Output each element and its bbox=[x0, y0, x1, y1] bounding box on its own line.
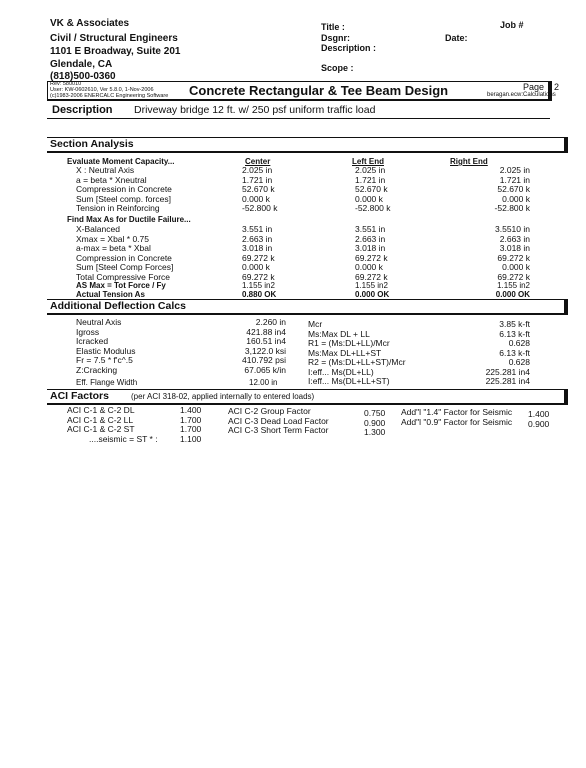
row-label: X-Balanced bbox=[76, 224, 120, 234]
value: 0.000 k bbox=[355, 262, 383, 272]
aci-heading: ACI Factors bbox=[50, 390, 109, 402]
aci-col1-labels bbox=[67, 406, 158, 444]
value: 69.272 k bbox=[497, 252, 530, 263]
dsgnr-label: Dsgnr: bbox=[321, 33, 350, 43]
row-label: Tension in Reinforcing bbox=[76, 203, 160, 213]
value: 1.721 in bbox=[499, 174, 530, 185]
page-label: Page bbox=[523, 82, 545, 92]
value: 1.100 bbox=[180, 433, 202, 444]
row-label: ....seismic = ST * : bbox=[89, 433, 158, 444]
row-label: a-max = beta * Xbal bbox=[76, 243, 151, 253]
deflection-right-values bbox=[462, 320, 530, 387]
moment-left-values bbox=[355, 166, 390, 214]
aci-col2-values bbox=[364, 409, 385, 438]
value: 2.025 in bbox=[242, 165, 273, 175]
actual-left: 0.000 OK bbox=[355, 290, 390, 299]
deflection-left-values bbox=[218, 318, 286, 375]
deflection-heading: Additional Deflection Calcs bbox=[50, 300, 186, 312]
row-label: I:eff... Ms(DL+LL) bbox=[308, 366, 374, 377]
moment-right-values bbox=[458, 166, 530, 214]
row-label: Sum [Steel Comp Forces] bbox=[76, 262, 174, 272]
value: 3,122.0 ksi bbox=[244, 345, 286, 356]
col-center-header: Center bbox=[245, 157, 271, 166]
banner-title: Concrete Rectangular & Tee Beam Design bbox=[189, 83, 449, 98]
value: 3.5510 in bbox=[495, 224, 530, 234]
banner-user: User: KW-0602610, Ver 5.8.0, 1-Nov-2006 bbox=[50, 87, 154, 93]
row-label: ACI C-3 Dead Load Factor bbox=[228, 415, 329, 426]
job-label: Job # bbox=[500, 20, 524, 30]
as-max-center: 1.155 in2 bbox=[242, 281, 275, 290]
value: 0.750 bbox=[364, 408, 386, 418]
value: 69.272 k bbox=[355, 252, 388, 263]
row-label: Add"l "0.9" Factor for Seismic bbox=[401, 416, 513, 427]
banner-rev: Rev: 580010 bbox=[50, 81, 82, 87]
row-label: Igross bbox=[76, 326, 100, 337]
row-label: R2 = (Ms:DL+LL+ST)/Mcr bbox=[308, 357, 406, 367]
banner-file: beragan.ecw:Calculations bbox=[487, 92, 556, 98]
aci-col3-values bbox=[528, 410, 549, 429]
value: -52.800 k bbox=[355, 203, 391, 213]
value: 52.670 k bbox=[242, 184, 275, 194]
row-label: a = beta * Xneutral bbox=[76, 174, 147, 185]
col-right-header: Right End bbox=[450, 157, 488, 166]
divider bbox=[47, 118, 550, 119]
row-label: Add"l "1.4" Factor for Seismic bbox=[401, 407, 513, 417]
evaluate-label: Evaluate Moment Capacity... bbox=[67, 157, 175, 166]
value: 69.272 k bbox=[355, 271, 388, 282]
as-max-right: 1.155 in2 bbox=[497, 281, 530, 290]
moment-row-labels bbox=[76, 166, 172, 214]
value: 0.000 k bbox=[242, 193, 270, 204]
value: 3.85 k-ft bbox=[499, 319, 530, 329]
as-max-label: AS Max = Tot Force / Fy bbox=[76, 281, 166, 290]
moment-center-values bbox=[242, 166, 277, 214]
row-label: Ms:Max DL+LL+ST bbox=[308, 347, 382, 358]
value: 160.51 in4 bbox=[246, 336, 286, 346]
row-label: Total Compressive Force bbox=[76, 271, 171, 282]
deflection-right-labels bbox=[308, 320, 406, 387]
section-analysis-heading: Section Analysis bbox=[50, 138, 134, 150]
value: 1.400 bbox=[528, 409, 550, 419]
aci-col2-labels bbox=[228, 407, 329, 436]
actual-right: 0.000 OK bbox=[495, 290, 530, 299]
value: -52.800 k bbox=[494, 203, 530, 213]
value: 2.663 in bbox=[355, 233, 386, 244]
row-label: ACI C-1 & C-2 ST bbox=[67, 424, 135, 434]
deflection-left-labels bbox=[76, 318, 136, 375]
row-label: Sum [Steel comp. forces] bbox=[76, 193, 171, 204]
ductile-center-values bbox=[242, 225, 275, 282]
row-label: R1 = (Ms:DL+LL)/Mcr bbox=[308, 338, 390, 348]
date-label: Date: bbox=[445, 33, 468, 43]
value: 67.065 k/in bbox=[244, 364, 286, 375]
ductile-left-values bbox=[355, 225, 388, 282]
firm-subtitle: Civil / Structural Engineers bbox=[50, 33, 178, 44]
find-max-label: Find Max As for Ductile Failure... bbox=[67, 215, 191, 224]
value: 0.000 k bbox=[355, 193, 383, 204]
actual-center: 0.880 OK bbox=[242, 290, 277, 299]
value: 6.13 k-ft bbox=[499, 347, 530, 358]
aci-note: (per ACI 318-02, applied internally to entered loads) bbox=[131, 392, 315, 401]
ductile-row-labels bbox=[76, 225, 173, 282]
value: 225.281 in4 bbox=[485, 366, 530, 377]
value: 1.700 bbox=[180, 424, 202, 434]
value: 69.272 k bbox=[242, 252, 275, 263]
value: 3.018 in bbox=[242, 243, 273, 253]
value: 0.628 bbox=[508, 357, 530, 367]
description-text: Driveway bridge 12 ft. w/ 250 psf uniform traffic load bbox=[134, 104, 376, 116]
row-label: Icracked bbox=[76, 336, 109, 346]
actual-tension-label: Actual Tension As bbox=[76, 290, 145, 299]
firm-address2: Glendale, CA bbox=[50, 59, 113, 70]
row-label: ACI C-1 & C-2 DL bbox=[67, 405, 135, 415]
value: 410.792 psi bbox=[242, 355, 286, 365]
value: 2.663 in bbox=[242, 233, 273, 244]
value: 421.88 in4 bbox=[246, 326, 286, 337]
row-label: Fr = 7.5 * f'c^.5 bbox=[76, 355, 133, 365]
description-label: Description bbox=[52, 104, 113, 116]
flange-width-value: 12.00 in bbox=[249, 378, 278, 387]
value: 0.900 bbox=[364, 417, 386, 428]
row-label: Elastic Modulus bbox=[76, 345, 136, 356]
value: 3.551 in bbox=[355, 224, 386, 234]
aci-col3-labels bbox=[401, 408, 512, 427]
value: 3.018 in bbox=[499, 243, 530, 253]
row-label: ACI C-2 Group Factor bbox=[228, 406, 311, 416]
value: 69.272 k bbox=[497, 271, 530, 282]
firm-name: VK & Associates bbox=[50, 18, 130, 29]
aci-col1-values bbox=[180, 406, 201, 444]
value: 52.670 k bbox=[355, 184, 388, 194]
flange-width-label: Eff. Flange Width bbox=[76, 378, 138, 387]
value: 2.260 in bbox=[255, 317, 286, 327]
row-label: ACI C-1 & C-2 LL bbox=[67, 414, 134, 425]
value: 0.000 k bbox=[502, 193, 530, 204]
value: 0.000 k bbox=[242, 262, 270, 272]
col-left-header: Left End bbox=[352, 157, 384, 166]
scope-label: Scope : bbox=[321, 63, 354, 73]
row-label: Z:Cracking bbox=[76, 364, 118, 375]
row-label: X : Neutral Axis bbox=[76, 165, 135, 175]
description-header-label: Description : bbox=[321, 43, 377, 53]
row-label: ACI C-3 Short Term Factor bbox=[228, 425, 329, 435]
value: -52.800 k bbox=[242, 203, 278, 213]
page-number: 2 bbox=[554, 82, 560, 92]
value: 1.300 bbox=[364, 427, 386, 437]
value: 2.025 in bbox=[499, 165, 530, 175]
firm-phone: (818)500-0360 bbox=[50, 71, 116, 82]
value: 2.025 in bbox=[355, 165, 386, 175]
value: 1.400 bbox=[180, 405, 202, 415]
value: 1.700 bbox=[180, 414, 202, 425]
row-label: I:eff... Ms(DL+LL+ST) bbox=[308, 376, 390, 386]
title-label: Title : bbox=[321, 22, 345, 32]
firm-address1: 1101 E Broadway, Suite 201 bbox=[50, 46, 181, 57]
value: 1.721 in bbox=[242, 174, 273, 185]
value: 3.018 in bbox=[355, 243, 386, 253]
banner-copyright: (c)1983-2006 ENERCALC Engineering Software bbox=[50, 93, 169, 99]
row-label: Neutral Axis bbox=[76, 317, 122, 327]
value: 69.272 k bbox=[242, 271, 275, 282]
row-label: Xmax = Xbal * 0.75 bbox=[76, 233, 150, 244]
value: 225.281 in4 bbox=[485, 376, 530, 386]
row-label: Mcr bbox=[308, 319, 323, 329]
value: 2.663 in bbox=[499, 233, 530, 244]
value: 0.900 bbox=[528, 418, 550, 429]
value: 0.628 bbox=[508, 338, 530, 348]
ductile-right-values bbox=[458, 225, 530, 282]
row-label: Ms:Max DL + LL bbox=[308, 328, 370, 339]
as-max-left: 1.155 in2 bbox=[355, 281, 388, 290]
row-label: Compression in Concrete bbox=[76, 184, 172, 194]
value: 1.721 in bbox=[355, 174, 386, 185]
value: 0.000 k bbox=[502, 262, 530, 272]
value: 6.13 k-ft bbox=[499, 328, 530, 339]
value: 52.670 k bbox=[497, 184, 530, 194]
value: 3.551 in bbox=[242, 224, 273, 234]
row-label: Compression in Concrete bbox=[76, 252, 172, 263]
